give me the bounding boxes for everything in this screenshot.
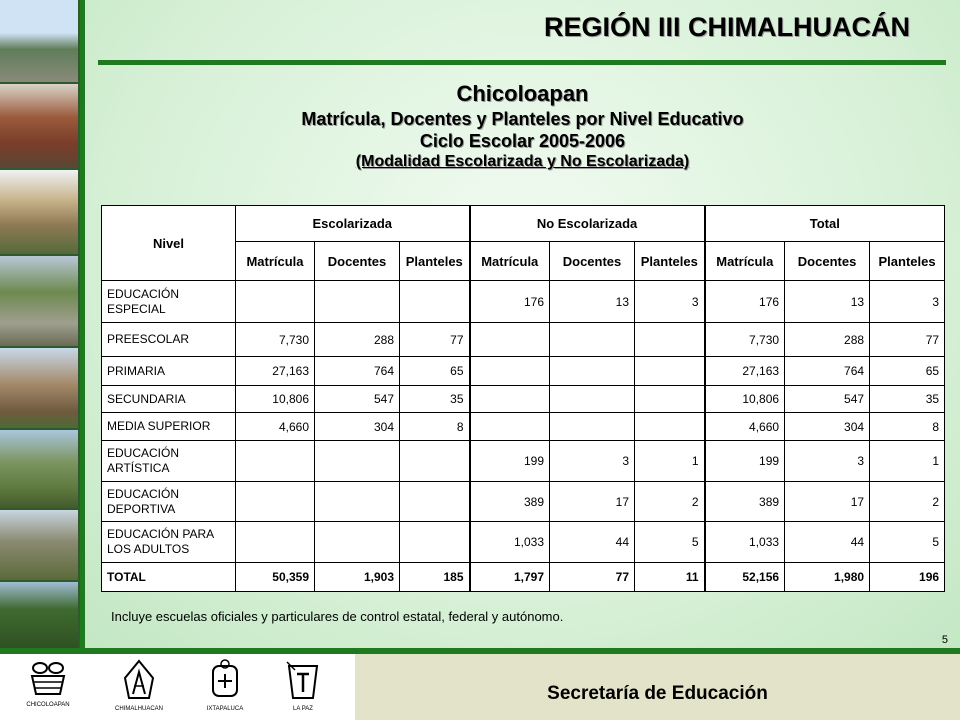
table-row <box>102 482 945 522</box>
value-cell <box>635 323 705 357</box>
value-cell: 77 <box>870 323 945 357</box>
group-header-no-escolarizada: No Escolarizada <box>470 206 705 242</box>
value-cell <box>236 441 315 482</box>
value-cell <box>635 413 705 441</box>
photo-field <box>0 430 78 508</box>
footer-secretaria-panel <box>355 654 960 720</box>
value-cell: 1,980 <box>785 563 870 592</box>
la-paz-emblem-icon <box>283 658 323 702</box>
photo-strip <box>0 0 80 650</box>
nivel-cell: SECUNDARIA <box>102 386 236 413</box>
footer <box>0 654 960 720</box>
logo-label: LA PAZ <box>293 706 313 712</box>
value-cell: 5 <box>635 522 705 563</box>
table-row <box>102 441 945 482</box>
table-row <box>102 281 945 323</box>
value-cell: 50,359 <box>236 563 315 592</box>
value-cell: 547 <box>315 386 400 413</box>
value-cell: 13 <box>550 281 635 323</box>
photo-church-plaza <box>0 0 78 82</box>
value-cell <box>470 413 550 441</box>
ixtapaluca-emblem-icon <box>205 658 245 702</box>
value-cell: 199 <box>470 441 550 482</box>
value-cell: 288 <box>785 323 870 357</box>
nivel-header: Nivel <box>102 206 236 281</box>
nivel-cell: PRIMARIA <box>102 357 236 386</box>
value-cell <box>315 522 400 563</box>
value-cell <box>550 413 635 441</box>
value-cell <box>400 522 470 563</box>
value-cell: 304 <box>315 413 400 441</box>
value-cell: 1,903 <box>315 563 400 592</box>
group-header-total: Total <box>705 206 945 242</box>
footnote: Incluye escuelas oficiales y particulares de control estatal, federal y autónomo. <box>111 609 564 624</box>
value-cell: 44 <box>550 522 635 563</box>
table-row <box>102 413 945 441</box>
logo-chicoloapan <box>13 658 83 708</box>
logo-label: IXTAPALUCA <box>206 706 244 712</box>
value-cell: 304 <box>785 413 870 441</box>
nivel-cell: EDUCACIÓN ARTÍSTICA <box>102 441 236 482</box>
value-cell: 199 <box>705 441 785 482</box>
value-cell: 4,660 <box>705 413 785 441</box>
value-cell: 196 <box>870 563 945 592</box>
value-cell <box>236 482 315 522</box>
value-cell: 7,730 <box>236 323 315 357</box>
nivel-cell: EDUCACIÓN DEPORTIVA <box>102 482 236 522</box>
value-cell: 1 <box>870 441 945 482</box>
value-cell: 8 <box>400 413 470 441</box>
value-cell <box>550 323 635 357</box>
value-cell: 17 <box>785 482 870 522</box>
chicoloapan-emblem-icon <box>26 658 70 698</box>
logo-label: CHICOLOAPAN <box>26 702 70 708</box>
nivel-cell: TOTAL <box>102 563 236 592</box>
table-row <box>102 386 945 413</box>
value-cell: 4,660 <box>236 413 315 441</box>
value-cell: 65 <box>870 357 945 386</box>
value-cell: 3 <box>870 281 945 323</box>
value-cell: 44 <box>785 522 870 563</box>
value-cell: 17 <box>550 482 635 522</box>
value-cell: 13 <box>785 281 870 323</box>
secretaria-label: Secretaría de Educación <box>547 683 768 704</box>
value-cell <box>400 441 470 482</box>
value-cell: 11 <box>635 563 705 592</box>
value-cell <box>400 482 470 522</box>
enrollment-table <box>101 205 945 592</box>
col-header: Docentes <box>315 242 400 281</box>
col-header: Matrícula <box>236 242 315 281</box>
value-cell: 1,033 <box>470 522 550 563</box>
value-cell: 35 <box>400 386 470 413</box>
col-header: Docentes <box>550 242 635 281</box>
value-cell <box>550 357 635 386</box>
col-header: Matrícula <box>470 242 550 281</box>
value-cell: 547 <box>785 386 870 413</box>
modality-note: (Modalidad Escolarizada y No Escolarizada) <box>355 153 690 170</box>
value-cell: 35 <box>870 386 945 413</box>
value-cell: 185 <box>400 563 470 592</box>
value-cell: 77 <box>550 563 635 592</box>
value-cell: 27,163 <box>236 357 315 386</box>
photo-brick-ruins <box>0 84 78 168</box>
photo-old-building <box>0 348 78 428</box>
value-cell: 10,806 <box>705 386 785 413</box>
col-header: Docentes <box>785 242 870 281</box>
value-cell: 27,163 <box>705 357 785 386</box>
header-row-groups <box>102 206 945 242</box>
col-header: Matrícula <box>705 242 785 281</box>
photo-tree-path <box>0 256 78 346</box>
value-cell: 389 <box>470 482 550 522</box>
value-cell: 77 <box>400 323 470 357</box>
page-number: 5 <box>941 634 948 646</box>
value-cell <box>315 441 400 482</box>
table-row <box>102 522 945 563</box>
value-cell: 8 <box>870 413 945 441</box>
photo-church-towers <box>0 170 78 254</box>
value-cell: 1 <box>635 441 705 482</box>
nivel-cell: EDUCACIÓN PARA LOS ADULTOS <box>102 522 236 563</box>
value-cell <box>315 281 400 323</box>
school-cycle: Ciclo Escolar 2005-2006 <box>419 131 626 151</box>
value-cell: 176 <box>705 281 785 323</box>
region-title: REGIÓN III CHIMALHUACÁN <box>544 12 910 42</box>
nivel-cell: EDUCACIÓN ESPECIAL <box>102 281 236 323</box>
table-row <box>102 323 945 357</box>
value-cell: 3 <box>635 281 705 323</box>
group-header-escolarizada: Escolarizada <box>236 206 470 242</box>
header-rule <box>98 60 946 65</box>
col-header: Planteles <box>635 242 705 281</box>
value-cell: 1,033 <box>705 522 785 563</box>
value-cell: 2 <box>870 482 945 522</box>
page-subtitle: Matrícula, Docentes y Planteles por Nivel Educativo <box>301 109 744 129</box>
value-cell: 3 <box>550 441 635 482</box>
logo-chimalhuacan <box>104 658 174 712</box>
value-cell: 65 <box>400 357 470 386</box>
logo-ixtapaluca <box>190 658 260 712</box>
value-cell <box>470 323 550 357</box>
logo-label: CHIMALHUACAN <box>114 706 163 712</box>
col-header: Planteles <box>400 242 470 281</box>
value-cell <box>635 386 705 413</box>
value-cell: 1,797 <box>470 563 550 592</box>
value-cell <box>470 386 550 413</box>
value-cell: 288 <box>315 323 400 357</box>
value-cell: 389 <box>705 482 785 522</box>
value-cell <box>236 281 315 323</box>
photo-hacienda <box>0 510 78 580</box>
nivel-cell: MEDIA SUPERIOR <box>102 413 236 441</box>
value-cell: 764 <box>785 357 870 386</box>
page-title: Chicoloapan <box>456 81 589 106</box>
value-cell <box>635 357 705 386</box>
value-cell <box>550 386 635 413</box>
value-cell: 52,156 <box>705 563 785 592</box>
table-body <box>102 281 945 592</box>
value-cell: 2 <box>635 482 705 522</box>
value-cell <box>236 522 315 563</box>
logo-la-paz <box>268 658 338 712</box>
table-row <box>102 357 945 386</box>
value-cell: 5 <box>870 522 945 563</box>
value-cell: 3 <box>785 441 870 482</box>
value-cell <box>400 281 470 323</box>
value-cell <box>315 482 400 522</box>
value-cell: 7,730 <box>705 323 785 357</box>
photo-trees <box>0 582 78 650</box>
value-cell <box>470 357 550 386</box>
value-cell: 176 <box>470 281 550 323</box>
chimalhuacan-emblem-icon <box>119 658 159 702</box>
total-row <box>102 563 945 592</box>
value-cell: 764 <box>315 357 400 386</box>
nivel-cell: PREESCOLAR <box>102 323 236 357</box>
title-block <box>85 80 960 172</box>
value-cell: 10,806 <box>236 386 315 413</box>
col-header: Planteles <box>870 242 945 281</box>
